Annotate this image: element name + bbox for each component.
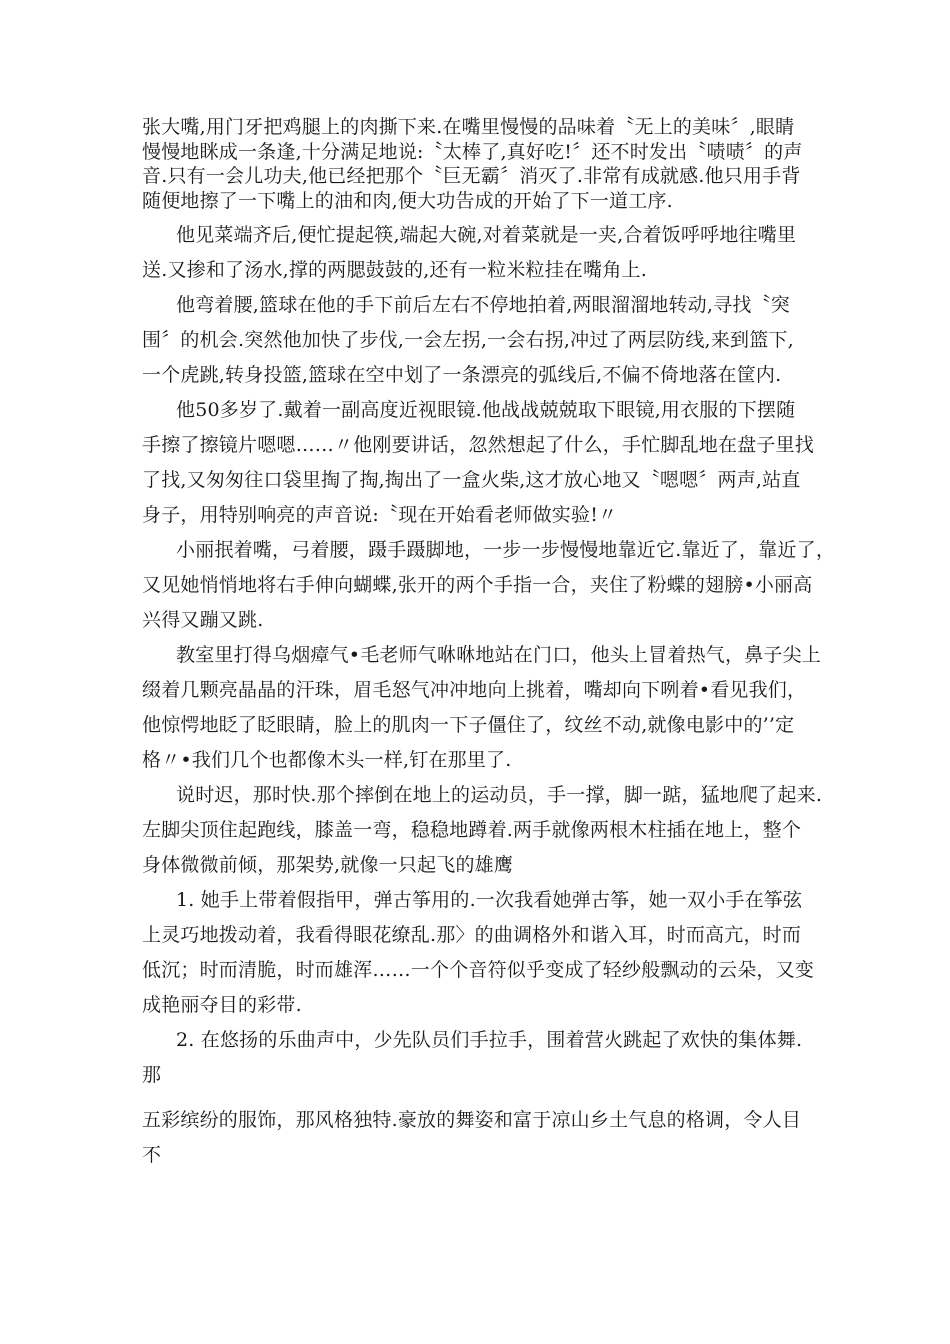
text-line: 教室里打得乌烟瘴气•毛老师气咻咻地站在门口，他头上冒着热气，鼻子尖上 (176, 644, 822, 666)
text-line: 兴得又蹦又跳. (142, 609, 264, 631)
text-line: 格〃•我们几个也都像木头一样,钉在那里了. (142, 749, 512, 771)
text-line: 送.又掺和了汤水,撑的两腮鼓鼓的,还有一粒米粒挂在嘴角上. (142, 259, 647, 281)
text-line: 慢慢地眯成一条逢,十分满足地说:〝太棒了,真好吃!〞还不时发出〝啧啧〞的声 (142, 141, 803, 163)
text-line: 上灵巧地拨动着，我看得眼花缭乱.那〉的曲调格外和谐入耳，时而高亢，时而 (142, 924, 802, 946)
text-line: 身子，用特别响亮的声音说:〝现在开始看老师做实验!〃 (142, 504, 618, 526)
text-line: 又见她悄悄地将右手伸向蝴蝶,张开的两个手指一合，夹住了粉蝶的翅膀•小丽高 (142, 574, 813, 596)
text-line: 说时迟，那时快.那个摔倒在地上的运动员，手一撑，脚一踮，猛地爬了起来. (176, 784, 823, 806)
text-line: 他见菜端齐后,便忙提起筷,端起大碗,对着菜就是一夹,合着饭呼呼地往嘴里 (176, 224, 797, 246)
text-line: 身体微微前倾，那架势,就像一只起飞的雄鹰 (142, 854, 514, 876)
text-line: 2. 在悠扬的乐曲声中，少先队员们手拉手，围着营火跳起了欢快的集体舞. (176, 1029, 803, 1051)
text-line: 音.只有一会儿功夫,他已经把那个〝巨无霸〞消灭了.非常有成就感.他只用手背 (142, 165, 801, 187)
text-line: 一个虎跳,转身投篮,篮球在空中划了一条漂亮的弧线后,不偏不倚地落在筐内. (142, 364, 782, 386)
text-line: 他50多岁了.戴着一副高度近视眼镜.他战战兢兢取下眼镜,用衣服的下摆随 (176, 399, 796, 421)
text-line: 张大嘴,用门牙把鸡腿上的肉撕下来.在嘴里慢慢的品味着〝无上的美味〞,眼睛 (142, 116, 795, 138)
text-line: 他弯着腰,篮球在他的手下前后左右不停地拍着,两眼溜溜地转动,寻找〝突 (176, 294, 790, 316)
text-line: 他惊愕地眨了眨眼睛，脸上的肌肉一下子僵住了，纹丝不动,就像电影中的’’定 (142, 714, 795, 736)
text-line: 手擦了擦镜片嗯嗯……〃他刚要讲话，忽然想起了什么，手忙脚乱地在盘子里找 (142, 434, 815, 456)
text-line: 围〞的机会.突然他加快了步伐,一会左拐,一会右拐,冲过了两层防线,来到篮下, (142, 329, 794, 351)
text-line: 小丽抿着嘴，弓着腰，蹑手蹑脚地，一步一步慢慢地靠近它.靠近了，靠近了， (176, 539, 836, 561)
text-line: 那 (142, 1064, 162, 1086)
text-line: 五彩缤纷的服饰，那风格独特.豪放的舞姿和富于凉山乡土气息的格调，令人目 (142, 1109, 802, 1131)
text-line: 随便地擦了一下嘴上的油和肉,便大功告成的开始了下一道工序. (142, 190, 673, 212)
text-line: 1. 她手上带着假指甲，弹古筝用的.一次我看她弹古筝，她一双小手在筝弦 (176, 889, 803, 911)
text-line: 了找,又匆匆往口袋里掏了掏,掏出了一盒火柴,这才放心地又〝嗯嗯〞两声,站直 (142, 469, 801, 491)
text-line: 成艳丽夺目的彩带. (142, 994, 302, 1016)
text-line: 缀着几颗亮晶晶的汗珠，眉毛怒气冲冲地向上挑着，嘴却向下咧着•看见我们， (142, 679, 807, 701)
text-line: 不 (142, 1144, 162, 1166)
text-line: 低沉；时而清脆，时而雄浑……一个个音符似乎变成了轻纱般飘动的云朵，又变 (142, 959, 815, 981)
text-line: 左脚尖顶住起跑线，膝盖一弯，稳稳地蹲着.两手就像两根木柱插在地上，整个 (142, 819, 802, 841)
